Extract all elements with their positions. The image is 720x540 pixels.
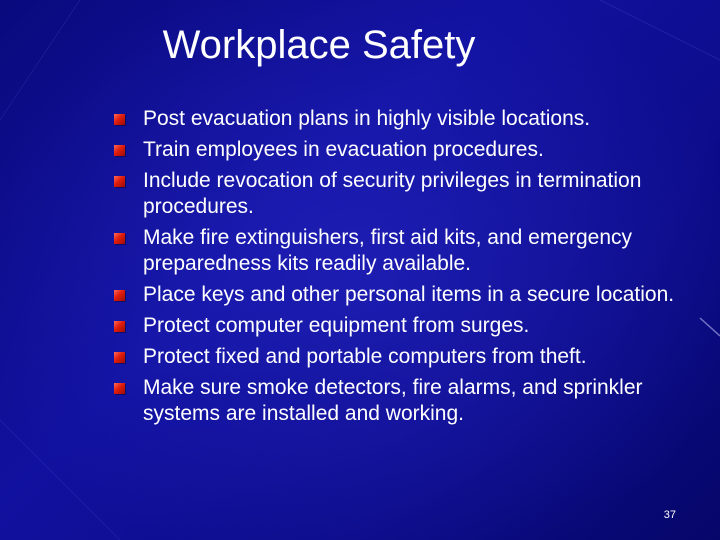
square-bullet-icon (114, 114, 125, 125)
list-item (114, 344, 694, 370)
bullet-text: Place keys and other personal items in a secure location. (143, 283, 675, 306)
square-bullet-icon (114, 321, 125, 332)
bullet-text: Include revocation of security privileges in termination procedures. (143, 169, 642, 218)
square-bullet-icon (114, 176, 125, 187)
list-item (114, 313, 694, 339)
list-item (114, 168, 694, 220)
slide-title: Workplace Safety (162, 23, 476, 67)
square-bullet-icon (114, 383, 125, 394)
list-item (114, 106, 694, 132)
square-bullet-icon (114, 352, 125, 363)
square-bullet-icon (114, 145, 125, 156)
list-item (114, 282, 694, 308)
bullet-text: Make sure smoke detectors, fire alarms, and sprinkler systems are installed and working. (143, 376, 643, 425)
square-bullet-icon (114, 233, 125, 244)
square-bullet-icon (114, 290, 125, 301)
bullet-text: Make fire extinguishers, first aid kits, and emergency preparedness kits readily available. (143, 226, 633, 275)
slide-number: 37 (663, 509, 676, 521)
bullet-text: Protect fixed and portable computers from theft. (143, 345, 587, 368)
bullet-text: Post evacuation plans in highly visible locations. (143, 107, 591, 130)
bullet-list (114, 106, 694, 432)
bullet-text: Protect computer equipment from surges. (143, 314, 530, 337)
bullet-text: Train employees in evacuation procedures. (143, 138, 544, 161)
list-item (114, 225, 694, 277)
list-item (114, 137, 694, 163)
list-item (114, 375, 694, 427)
